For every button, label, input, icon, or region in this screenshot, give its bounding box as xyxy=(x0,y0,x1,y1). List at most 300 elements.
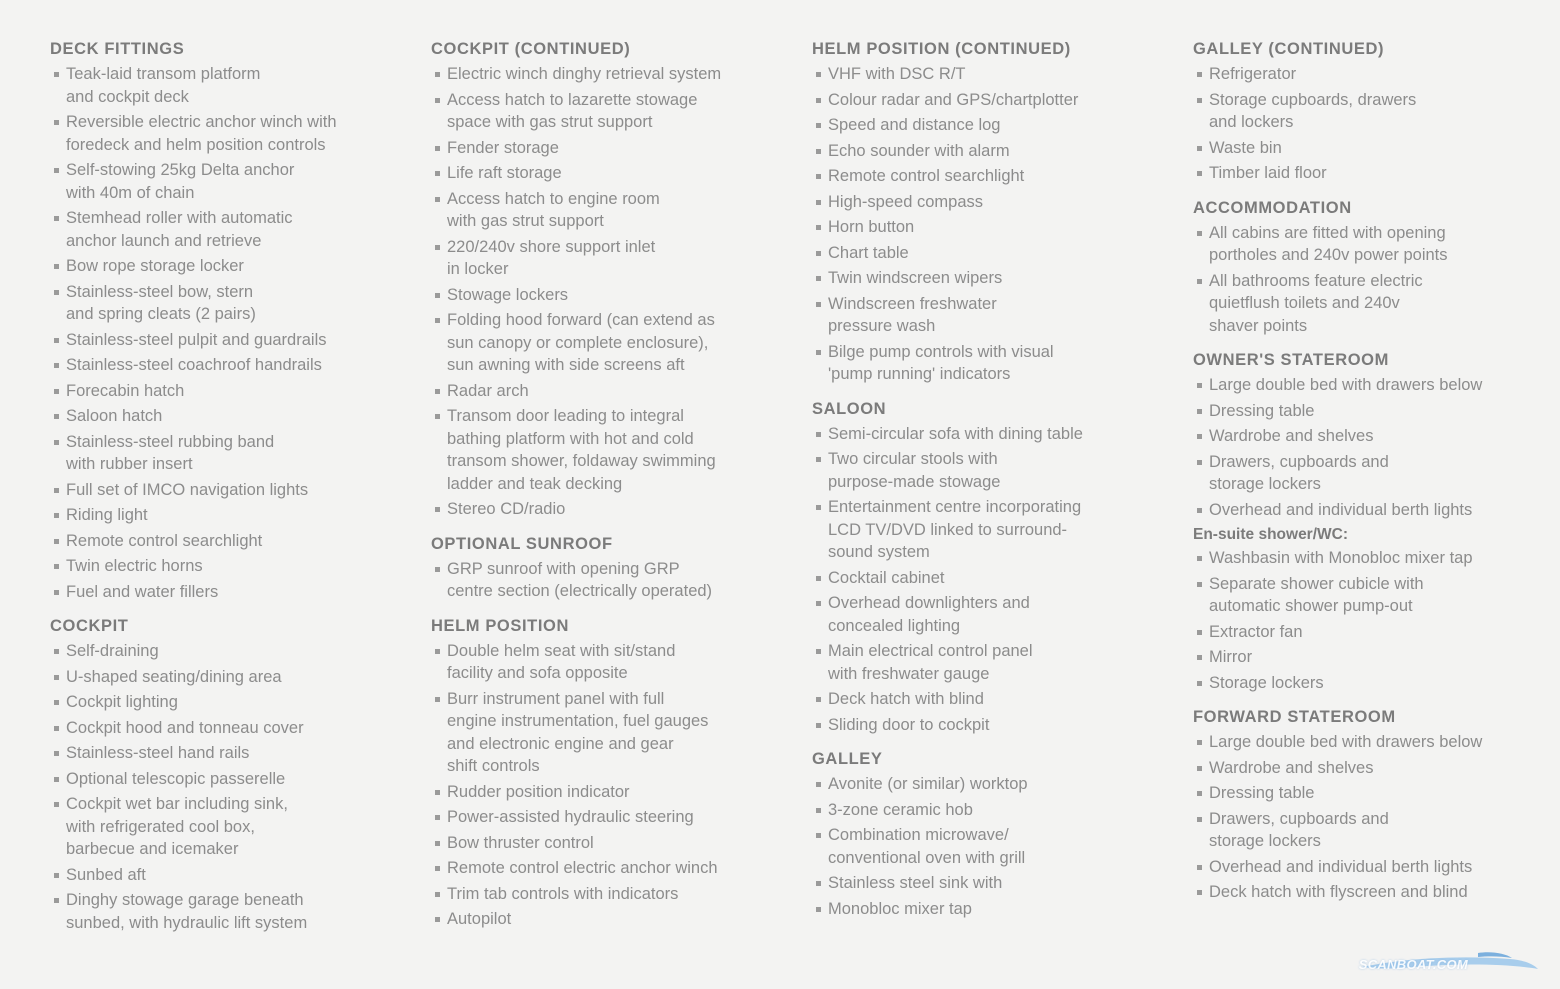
bullet-icon xyxy=(816,601,821,606)
bullet-icon xyxy=(435,892,440,897)
list-item-text: Twin electric horns xyxy=(66,557,203,575)
bullet-icon xyxy=(816,457,821,462)
list-item xyxy=(50,717,405,740)
list-item xyxy=(431,832,786,855)
bullet-icon xyxy=(816,881,821,886)
list-item-text: Bow thruster control xyxy=(447,833,594,852)
list-item xyxy=(50,111,405,156)
list-item xyxy=(50,742,405,765)
list-item xyxy=(50,889,405,934)
list-item xyxy=(50,207,405,252)
bullet-icon xyxy=(816,723,821,728)
bullet-icon xyxy=(1197,72,1202,77)
bullet-icon xyxy=(54,564,59,569)
list-item-text: Cockpit wet bar including sink, with refrigerated cool box, barbecue and icemaker xyxy=(66,795,288,858)
list-item xyxy=(50,793,405,861)
list-item xyxy=(1193,137,1548,160)
list-item-text: Overhead and individual berth lights xyxy=(1209,500,1473,519)
list-item-text: Twin windscreen wipers xyxy=(828,269,1003,287)
section-heading: OPTIONAL SUNROOF xyxy=(431,534,613,553)
list-item xyxy=(431,188,786,233)
bullet-icon xyxy=(816,98,821,103)
list-item xyxy=(812,898,1167,921)
section-heading: COCKPIT xyxy=(50,617,129,635)
bullet-icon xyxy=(54,539,59,544)
spec-list xyxy=(431,63,786,521)
list-item-text: U-shaped seating/dining area xyxy=(66,667,282,686)
list-item-text: Speed and distance log xyxy=(828,116,1001,134)
bullet-icon xyxy=(54,802,59,807)
section-heading: SALOON xyxy=(812,399,887,418)
list-item xyxy=(50,504,405,527)
list-item xyxy=(1193,499,1548,522)
list-item-text: Stainless steel sink with xyxy=(828,874,1003,892)
list-item-text: Large double bed with drawers below xyxy=(1209,733,1483,751)
bullet-icon xyxy=(435,866,440,871)
bullet-icon xyxy=(435,293,440,298)
list-item xyxy=(431,883,786,906)
bullet-icon xyxy=(816,251,821,256)
list-item xyxy=(812,592,1167,637)
bullet-icon xyxy=(435,98,440,103)
list-item-text: Stainless-steel pulpit and guardrails xyxy=(66,330,327,349)
spec-list xyxy=(1193,222,1548,338)
list-item xyxy=(1193,808,1548,853)
bullet-icon xyxy=(435,697,440,702)
list-item-text: Dinghy stowage garage beneath sunbed, with hydraulic lift system xyxy=(66,891,308,932)
list-item xyxy=(812,191,1167,214)
bullet-icon xyxy=(1197,460,1202,465)
list-item-text: Windscreen freshwater pressure wash xyxy=(828,294,997,335)
spec-list xyxy=(431,558,786,603)
list-item-text: Stowage lockers xyxy=(447,285,569,304)
list-item-text: Stereo CD/radio xyxy=(447,500,566,518)
list-item xyxy=(1193,782,1548,805)
bullet-icon xyxy=(435,72,440,77)
list-item xyxy=(50,768,405,791)
list-item-text: Riding light xyxy=(66,506,148,524)
bullet-icon xyxy=(435,414,440,419)
list-item-text: Wardrobe and shelves xyxy=(1209,758,1374,777)
list-item xyxy=(50,864,405,887)
bullet-icon xyxy=(54,389,59,394)
list-item xyxy=(812,448,1167,493)
bullet-icon xyxy=(54,777,59,782)
bullet-icon xyxy=(435,245,440,250)
section-heading: FORWARD STATEROOM xyxy=(1193,708,1396,726)
bullet-icon xyxy=(435,815,440,820)
bullet-icon xyxy=(435,649,440,654)
list-item xyxy=(1193,451,1548,496)
list-item xyxy=(431,857,786,880)
bullet-icon xyxy=(816,149,821,154)
bullet-icon xyxy=(1197,434,1202,439)
spec-section xyxy=(1193,38,1548,185)
list-item-text: Burr instrument panel with full engine instrumentation, fuel gauges and electronic engine and gear shift controls xyxy=(447,689,709,775)
list-item xyxy=(812,242,1167,265)
spec-list xyxy=(1193,547,1548,694)
list-item-text: Dressing table xyxy=(1209,401,1315,420)
bullet-icon xyxy=(54,290,59,295)
bullet-icon xyxy=(1197,817,1202,822)
list-item xyxy=(1193,374,1548,397)
section-heading: GALLEY (CONTINUED) xyxy=(1193,40,1385,58)
section-heading: HELM POSITION xyxy=(431,616,569,635)
bullet-icon xyxy=(816,200,821,205)
bullet-icon xyxy=(1197,231,1202,236)
list-item xyxy=(812,140,1167,163)
bullet-icon xyxy=(1197,98,1202,103)
bullet-icon xyxy=(816,432,821,437)
bullet-icon xyxy=(54,216,59,221)
list-item xyxy=(1193,270,1548,338)
bullet-icon xyxy=(54,513,59,518)
bullet-icon xyxy=(816,808,821,813)
list-item-text: Stainless-steel coachroof handrails xyxy=(66,356,322,374)
list-item xyxy=(431,498,786,521)
section-heading: OWNER'S STATEROOM xyxy=(1193,351,1389,369)
spec-section xyxy=(1193,349,1548,694)
spec-section xyxy=(431,533,786,603)
bullet-icon xyxy=(1197,766,1202,771)
list-item-text: 3-zone ceramic hob xyxy=(828,800,973,819)
bullet-icon xyxy=(54,590,59,595)
list-item-text: Deck hatch with blind xyxy=(828,690,984,708)
list-item xyxy=(431,806,786,829)
list-item xyxy=(50,281,405,326)
list-item-text: VHF with DSC R/T xyxy=(828,65,966,83)
bullet-icon xyxy=(54,363,59,368)
list-item xyxy=(431,640,786,685)
list-item-text: All cabins are fitted with opening portholes and 240v power points xyxy=(1209,223,1448,264)
list-item xyxy=(812,63,1167,86)
list-item-text: Separate shower cubicle with automatic shower pump-out xyxy=(1209,574,1424,615)
watermark-text: SCANBOAT.COM xyxy=(1358,957,1468,972)
list-item-text: Horn button xyxy=(828,218,915,236)
spec-section xyxy=(812,398,1167,737)
list-item xyxy=(1193,646,1548,669)
list-item xyxy=(1193,731,1548,754)
list-item-text: Timber laid floor xyxy=(1209,164,1327,182)
list-item-text: Colour radar and GPS/chartplotter xyxy=(828,90,1079,109)
list-item xyxy=(431,63,786,86)
list-item-text: Remote control searchlight xyxy=(66,531,263,550)
list-item xyxy=(431,908,786,931)
list-item-text: Monobloc mixer tap xyxy=(828,899,972,918)
list-item-text: Combination microwave/ conventional oven with grill xyxy=(828,826,1026,867)
bullet-icon xyxy=(1197,383,1202,388)
list-item xyxy=(50,63,405,108)
list-item-text: Saloon hatch xyxy=(66,407,163,425)
list-item xyxy=(50,666,405,689)
list-item xyxy=(812,341,1167,386)
bullet-icon xyxy=(54,700,59,705)
list-item-text: Electric winch dinghy retrieval system xyxy=(447,65,722,83)
list-item xyxy=(812,714,1167,737)
bullet-icon xyxy=(816,225,821,230)
list-item xyxy=(1193,856,1548,879)
list-item-text: Bow rope storage locker xyxy=(66,257,244,275)
bullet-icon xyxy=(816,276,821,281)
list-item-text: Rudder position indicator xyxy=(447,782,630,801)
spec-section xyxy=(50,615,405,934)
spec-list xyxy=(1193,374,1548,521)
bullet-icon xyxy=(54,675,59,680)
bullet-icon xyxy=(1197,171,1202,176)
list-item xyxy=(1193,400,1548,423)
bullet-icon xyxy=(1197,740,1202,745)
list-item xyxy=(812,799,1167,822)
list-item xyxy=(812,824,1167,869)
list-item-text: Stemhead roller with automatic anchor launch and retrieve xyxy=(66,209,293,250)
spec-column-4 xyxy=(1193,38,1548,907)
list-item-text: Remote control electric anchor winch xyxy=(447,859,718,877)
list-item-text: Mirror xyxy=(1209,648,1253,666)
bullet-icon xyxy=(816,697,821,702)
list-item-text: Two circular stools with purpose-made stowage xyxy=(828,450,1001,491)
list-item xyxy=(1193,89,1548,134)
list-item-text: GRP sunroof with opening GRP centre section (electrically operated) xyxy=(447,559,713,600)
list-item-text: Access hatch to engine room with gas strut support xyxy=(447,189,660,230)
bullet-icon xyxy=(1197,508,1202,513)
bullet-icon xyxy=(816,782,821,787)
bullet-icon xyxy=(54,898,59,903)
bullet-icon xyxy=(54,751,59,756)
list-item-text: Overhead downlighters and concealed lighting xyxy=(828,594,1030,635)
list-item-text: Storage lockers xyxy=(1209,673,1324,692)
list-item xyxy=(812,267,1167,290)
section-heading: COCKPIT (CONTINUED) xyxy=(431,40,631,58)
list-item xyxy=(1193,757,1548,780)
bullet-icon xyxy=(54,440,59,445)
spec-list xyxy=(431,640,786,931)
bullet-icon xyxy=(435,146,440,151)
list-item-text: Sunbed aft xyxy=(66,865,146,884)
list-item xyxy=(431,137,786,160)
list-item xyxy=(1193,881,1548,904)
spec-list xyxy=(1193,731,1548,904)
bullet-icon xyxy=(816,302,821,307)
spec-section xyxy=(812,748,1167,920)
list-item-text: Extractor fan xyxy=(1209,622,1303,641)
bullet-icon xyxy=(1197,279,1202,284)
spec-section xyxy=(1193,197,1548,338)
list-item-text: Bilge pump controls with visual 'pump running' indicators xyxy=(828,342,1054,383)
spec-section xyxy=(1193,706,1548,904)
list-item-text: Access hatch to lazarette stowage space with gas strut support xyxy=(447,90,698,131)
list-item-text: All bathrooms feature electric quietflush toilets and 240v shaver points xyxy=(1209,271,1423,335)
list-item xyxy=(1193,63,1548,86)
list-item xyxy=(812,216,1167,239)
list-item xyxy=(812,89,1167,112)
list-item xyxy=(431,236,786,281)
bullet-icon xyxy=(1197,655,1202,660)
spec-section xyxy=(431,615,786,931)
spec-list xyxy=(1193,63,1548,185)
spec-list xyxy=(50,640,405,934)
list-item xyxy=(812,567,1167,590)
bullet-icon xyxy=(816,649,821,654)
bullet-icon xyxy=(435,389,440,394)
list-item xyxy=(431,284,786,307)
list-item-text: Double helm seat with sit/stand facility and sofa opposite xyxy=(447,641,676,682)
list-item xyxy=(1193,573,1548,618)
bullet-icon xyxy=(1197,146,1202,151)
section-heading: ACCOMMODATION xyxy=(1193,198,1352,217)
list-item-text: Sliding door to cockpit xyxy=(828,715,990,734)
list-item-text: Echo sounder with alarm xyxy=(828,141,1010,160)
list-item-text: Autopilot xyxy=(447,910,512,928)
bullet-icon xyxy=(1197,681,1202,686)
bullet-icon xyxy=(435,507,440,512)
list-item xyxy=(1193,162,1548,185)
bullet-icon xyxy=(1197,890,1202,895)
section-heading: DECK FITTINGS xyxy=(50,40,185,58)
spec-list xyxy=(812,423,1167,737)
list-item xyxy=(50,691,405,714)
list-item-text: Avonite (or similar) worktop xyxy=(828,775,1028,793)
section-heading: GALLEY xyxy=(812,750,883,768)
bullet-icon xyxy=(816,505,821,510)
list-item xyxy=(812,165,1167,188)
list-item-text: Radar arch xyxy=(447,381,529,400)
list-item-text: Chart table xyxy=(828,243,909,262)
bullet-icon xyxy=(816,174,821,179)
spec-section xyxy=(431,38,786,521)
list-item-text: Cockpit lighting xyxy=(66,693,178,711)
list-item xyxy=(50,431,405,476)
list-item-text: Wardrobe and shelves xyxy=(1209,427,1374,445)
bullet-icon xyxy=(816,907,821,912)
list-item-text: Fuel and water fillers xyxy=(66,582,219,601)
list-item xyxy=(1193,672,1548,695)
list-item xyxy=(431,558,786,603)
list-item-text: Forecabin hatch xyxy=(66,381,185,400)
bullet-icon xyxy=(1197,409,1202,414)
list-item-text: Stainless-steel hand rails xyxy=(66,744,250,762)
list-item-text: Power-assisted hydraulic steering xyxy=(447,808,694,826)
bullet-icon xyxy=(1197,791,1202,796)
section-heading: HELM POSITION (CONTINUED) xyxy=(812,40,1071,58)
list-item xyxy=(812,872,1167,895)
list-item xyxy=(431,688,786,778)
list-item xyxy=(431,309,786,377)
section-subheading: En-suite shower/WC: xyxy=(1193,526,1349,543)
bullet-icon xyxy=(435,171,440,176)
bullet-icon xyxy=(54,488,59,493)
bullet-icon xyxy=(54,264,59,269)
bullet-icon xyxy=(1197,582,1202,587)
list-item-text: Self-stowing 25kg Delta anchor with 40m of chain xyxy=(66,161,295,202)
bullet-icon xyxy=(816,123,821,128)
bullet-icon xyxy=(1197,630,1202,635)
bullet-icon xyxy=(435,790,440,795)
list-item xyxy=(431,162,786,185)
spec-section xyxy=(50,38,405,603)
list-item xyxy=(812,423,1167,446)
bullet-icon xyxy=(54,168,59,173)
list-item-text: Deck hatch with flyscreen and blind xyxy=(1209,883,1468,901)
list-item-text: Self-draining xyxy=(66,642,159,660)
list-item-text: Waste bin xyxy=(1209,138,1282,157)
list-item-text: Overhead and individual berth lights xyxy=(1209,857,1473,876)
bullet-icon xyxy=(435,197,440,202)
list-item xyxy=(50,159,405,204)
list-item-text: Cockpit hood and tonneau cover xyxy=(66,718,304,737)
list-item xyxy=(431,781,786,804)
list-item xyxy=(50,329,405,352)
list-item-text: Trim tab controls with indicators xyxy=(447,884,679,903)
list-item xyxy=(812,688,1167,711)
list-item xyxy=(812,496,1167,564)
list-item xyxy=(812,640,1167,685)
spec-section xyxy=(812,38,1167,386)
list-item xyxy=(50,479,405,502)
list-item xyxy=(50,530,405,553)
bullet-icon xyxy=(435,841,440,846)
list-item xyxy=(50,555,405,578)
bullet-icon xyxy=(816,576,821,581)
bullet-icon xyxy=(54,72,59,77)
list-item xyxy=(812,114,1167,137)
list-item xyxy=(50,581,405,604)
spec-column-3 xyxy=(812,38,1167,923)
bullet-icon xyxy=(435,567,440,572)
list-item-text: Reversible electric anchor winch with foredeck and helm position controls xyxy=(66,113,337,154)
list-item-text: Large double bed with drawers below xyxy=(1209,376,1483,394)
list-item-text: Cocktail cabinet xyxy=(828,568,945,587)
bullet-icon xyxy=(1197,865,1202,870)
list-item xyxy=(431,405,786,495)
list-item xyxy=(1193,547,1548,570)
spec-list xyxy=(812,773,1167,920)
list-item-text: Main electrical control panel with freshwater gauge xyxy=(828,642,1033,683)
list-item-text: High-speed compass xyxy=(828,192,983,211)
list-item-text: Transom door leading to integral bathing platform with hot and cold transom shower, foldaway swimming ladder and teak decking xyxy=(447,407,716,493)
bullet-icon xyxy=(54,649,59,654)
list-item-text: Remote control searchlight xyxy=(828,167,1025,185)
list-item-text: Stainless-steel bow, stern and spring cleats (2 pairs) xyxy=(66,282,256,323)
bullet-icon xyxy=(435,917,440,922)
list-item-text: Fender storage xyxy=(447,138,559,157)
list-item xyxy=(431,380,786,403)
list-item-text: Entertainment centre incorporating LCD TV/DVD linked to surround- sound system xyxy=(828,498,1082,561)
list-item xyxy=(1193,621,1548,644)
list-item-text: Stainless-steel rubbing band with rubber insert xyxy=(66,432,275,473)
spec-list xyxy=(812,63,1167,386)
spec-column-2 xyxy=(431,38,786,934)
list-item-text: Semi-circular sofa with dining table xyxy=(828,424,1083,443)
list-item-text: Optional telescopic passerelle xyxy=(66,769,286,788)
list-item-text: Full set of IMCO navigation lights xyxy=(66,480,309,499)
list-item xyxy=(812,293,1167,338)
bullet-icon xyxy=(54,338,59,343)
bullet-icon xyxy=(54,120,59,125)
list-item xyxy=(1193,222,1548,267)
list-item-text: Folding hood forward (can extend as sun canopy or complete enclosure), sun awning with side screens aft xyxy=(447,311,715,374)
list-item xyxy=(431,89,786,134)
spec-list xyxy=(50,63,405,603)
list-item-text: Storage cupboards, drawers and lockers xyxy=(1209,90,1417,131)
list-item-text: Drawers, cupboards and storage lockers xyxy=(1209,452,1389,493)
list-item-text: Washbasin with Monobloc mixer tap xyxy=(1209,549,1473,567)
list-item-text: Drawers, cupboards and storage lockers xyxy=(1209,809,1389,850)
spec-column-1 xyxy=(50,38,405,937)
list-item xyxy=(50,354,405,377)
list-item-text: Refrigerator xyxy=(1209,65,1297,83)
list-item xyxy=(50,255,405,278)
bullet-icon xyxy=(54,726,59,731)
